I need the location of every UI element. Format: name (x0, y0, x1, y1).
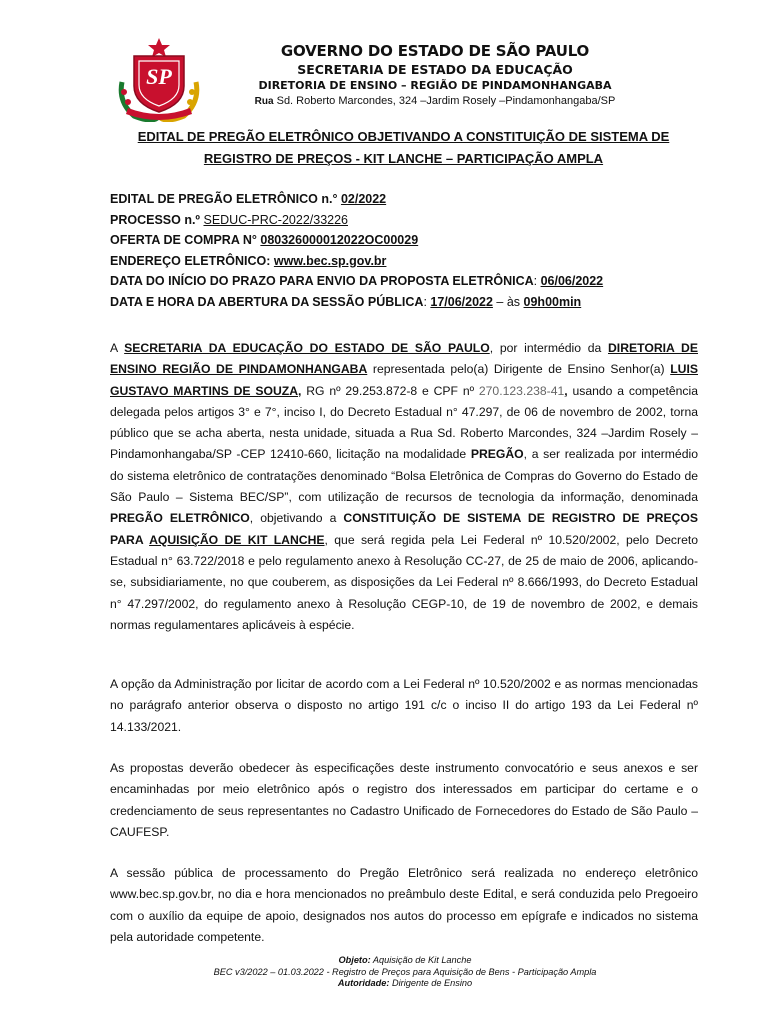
p1-text-3: representada pelo(a) Dirigente de Ensino Senhor(a) (367, 362, 671, 377)
p1-text-5: usando a competência delegada pelos artigos 3° e 7°, inciso I, do Decreto Estadual n° 47.297, de 06 de novembro de 2002, torna público que se acha aberta, nesta unidade, situada a Rua Sd. Roberto Marcondes, 324 –Jardim Rosely –Pindamonhangaba/SP -CEP 12410-660, licitação na modalidade (110, 383, 698, 462)
p1-text-6: , a ser realizada por intermédio do sistema eletrônico de contratações denominado “Bolsa Eletrônica de Compras do Governo do Estado de São Paulo – Sistema BEC/SP”, com utilização de recursos de tecnologia da informação, denominada (110, 447, 698, 505)
prazo-value: 06/06/2022 (540, 274, 604, 288)
paragraph-proposals: As propostas deverão obedecer às especificações deste instrumento convocatório e seus anexos e ser encaminhadas por meio eletrônico após o registro dos interessados em participar do certame e o credenciamento de seus representantes no Cadastro Unificado de Fornecedores do Estado de São Paulo – CAUFESP. (110, 761, 698, 839)
p1-text-8: , que será regida pela Lei Federal nº 10.520/2002, pelo Decreto Estadual n° 63.722/2018 e pelo regulamento anexo à Resolução CC-27, de 25 de maio de 2006, aplicando-se, subsidiariamente, no que couberem, as disposições da Lei Federal nº 8.666/1993, do Decreto Estadual n° 47.297/2002, do regulamento anexo à Resolução CEGP-10, de 19 de novembro de 2002, e demais normas regulamentares aplicáveis à espécie. (110, 532, 699, 632)
p1-kit-lanche: AQUISIÇÃO DE KIT LANCHE (149, 532, 325, 547)
prazo-separator: : (533, 274, 541, 288)
p1-comma: , (564, 383, 568, 398)
p1-text-4: RG nº 29.253.872-8 e CPF nº (301, 383, 479, 398)
footer-objeto-label: Objeto: (338, 955, 371, 965)
endereco-link[interactable]: www.bec.sp.gov.br (273, 253, 387, 268)
p1-pregao: PREGÃO (470, 447, 524, 462)
footer-autoridade-value: Dirigente de Ensino (389, 978, 473, 988)
abertura-separator: : (423, 294, 431, 309)
secretariat-name: SECRETARIA DE ESTADO DA EDUCAÇÃO (297, 62, 573, 77)
edital-metadata (110, 189, 710, 312)
p1-constituicao: CONSTITUIÇÃO DE SISTEMA DE REGISTRO DE PREÇOS PARA (110, 511, 698, 547)
address-text: Sd. Roberto Marcondes, 324 –Jardim Rosely –Pindamonhangaba/SP (273, 95, 616, 107)
address-prefix: Rua (254, 96, 274, 107)
processo-row (110, 210, 710, 231)
paragraph-preamble (110, 338, 698, 636)
edital-number-label: EDITAL DE PREGÃO ELETRÔNICO n.° (110, 192, 341, 206)
p1-cpf: 270.123.238-41 (478, 383, 565, 398)
p1-secretaria: SECRETARIA DA EDUCAÇÃO DO ESTADO DE SÃO PAULO (124, 341, 490, 355)
p1-text-7: , objetivando a (249, 511, 344, 526)
directorate-name: DIRETORIA DE ENSINO – REGIÃO DE PINDAMONHANGABA (258, 79, 612, 92)
footer-autoridade-label: Autoridade: (337, 978, 390, 988)
endereco-label: ENDEREÇO ELETRÔNICO: (110, 253, 274, 268)
p1-pregao-eletronico: PREGÃO ELETRÔNICO (110, 511, 250, 526)
abertura-row (110, 292, 710, 313)
edital-number-value: 02/2022 (340, 192, 387, 206)
address-line (200, 94, 670, 109)
document-title-line-2: REGISTRO DE PREÇOS - KIT LANCHE – PARTICIPAÇÃO AMPLA (203, 151, 604, 166)
footer-objeto (120, 955, 690, 967)
edital-number-row (110, 189, 710, 210)
document-title-line-1: EDITAL DE PREGÃO ELETRÔNICO OBJETIVANDO A CONSTITUIÇÃO DE SISTEMA DE (137, 129, 670, 144)
p1-text-1: A (110, 341, 125, 355)
prazo-label: DATA DO INÍCIO DO PRAZO PARA ENVIO DA PROPOSTA ELETRÔNICA (110, 274, 534, 288)
oferta-label: OFERTA DE COMPRA N° (110, 233, 261, 247)
footer-autoridade (120, 978, 690, 990)
p1-diretoria: DIRETORIA DE ENSINO REGIÃO DE PINDAMONHANGABA (110, 341, 698, 377)
paragraph-legal-basis: A opção da Administração por licitar de acordo com a Lei Federal nº 10.520/2002 e as normas mencionadas no parágrafo anterior observa o disposto no artigo 191 c/c o inciso II do artigo 193 da Lei Federal nº 14.133/2021. (110, 677, 698, 734)
paragraph-public-session: A sessão pública de processamento do Pregão Eletrônico será realizada no endereço eletrônico www.bec.sp.gov.br, no dia e hora mencionados no preâmbulo deste Edital, e será conduzida pelo Pregoeiro com o auxílio da equipe de apoio, designados nos autos do processo em epígrafe e indicados no sistema pela autoridade competente. (110, 866, 698, 944)
page-footer (120, 955, 690, 990)
abertura-date: 17/06/2022 (430, 294, 493, 309)
p1-dirigente-name: LUIS GUSTAVO MARTINS DE SOUZA, (110, 362, 698, 398)
oferta-row (110, 230, 710, 251)
letterhead (200, 42, 670, 109)
footer-objeto-value: Aquisição de Kit Lanche (370, 955, 472, 965)
footer-bec-line: BEC v3/2022 – 01.03.2022 - Registro de Preços para Aquisição de Bens - Participação Ampla (213, 966, 597, 977)
document-title (110, 126, 697, 170)
abertura-connector: – às (492, 294, 524, 309)
prazo-row (110, 271, 710, 292)
processo-value: SEDUC-PRC-2022/33226 (203, 212, 348, 227)
crest-monogram: SP (146, 64, 172, 89)
oferta-value: 080326000012022OC00029 (260, 233, 419, 247)
government-name: GOVERNO DO ESTADO DE SÃO PAULO (280, 42, 590, 60)
p1-text-2: , por intermédio da (489, 341, 608, 355)
endereco-row (110, 251, 710, 272)
abertura-label: DATA E HORA DA ABERTURA DA SESSÃO PÚBLICA (110, 294, 424, 309)
processo-label: PROCESSO n.º (110, 212, 204, 227)
abertura-time: 09h00min (523, 294, 582, 309)
